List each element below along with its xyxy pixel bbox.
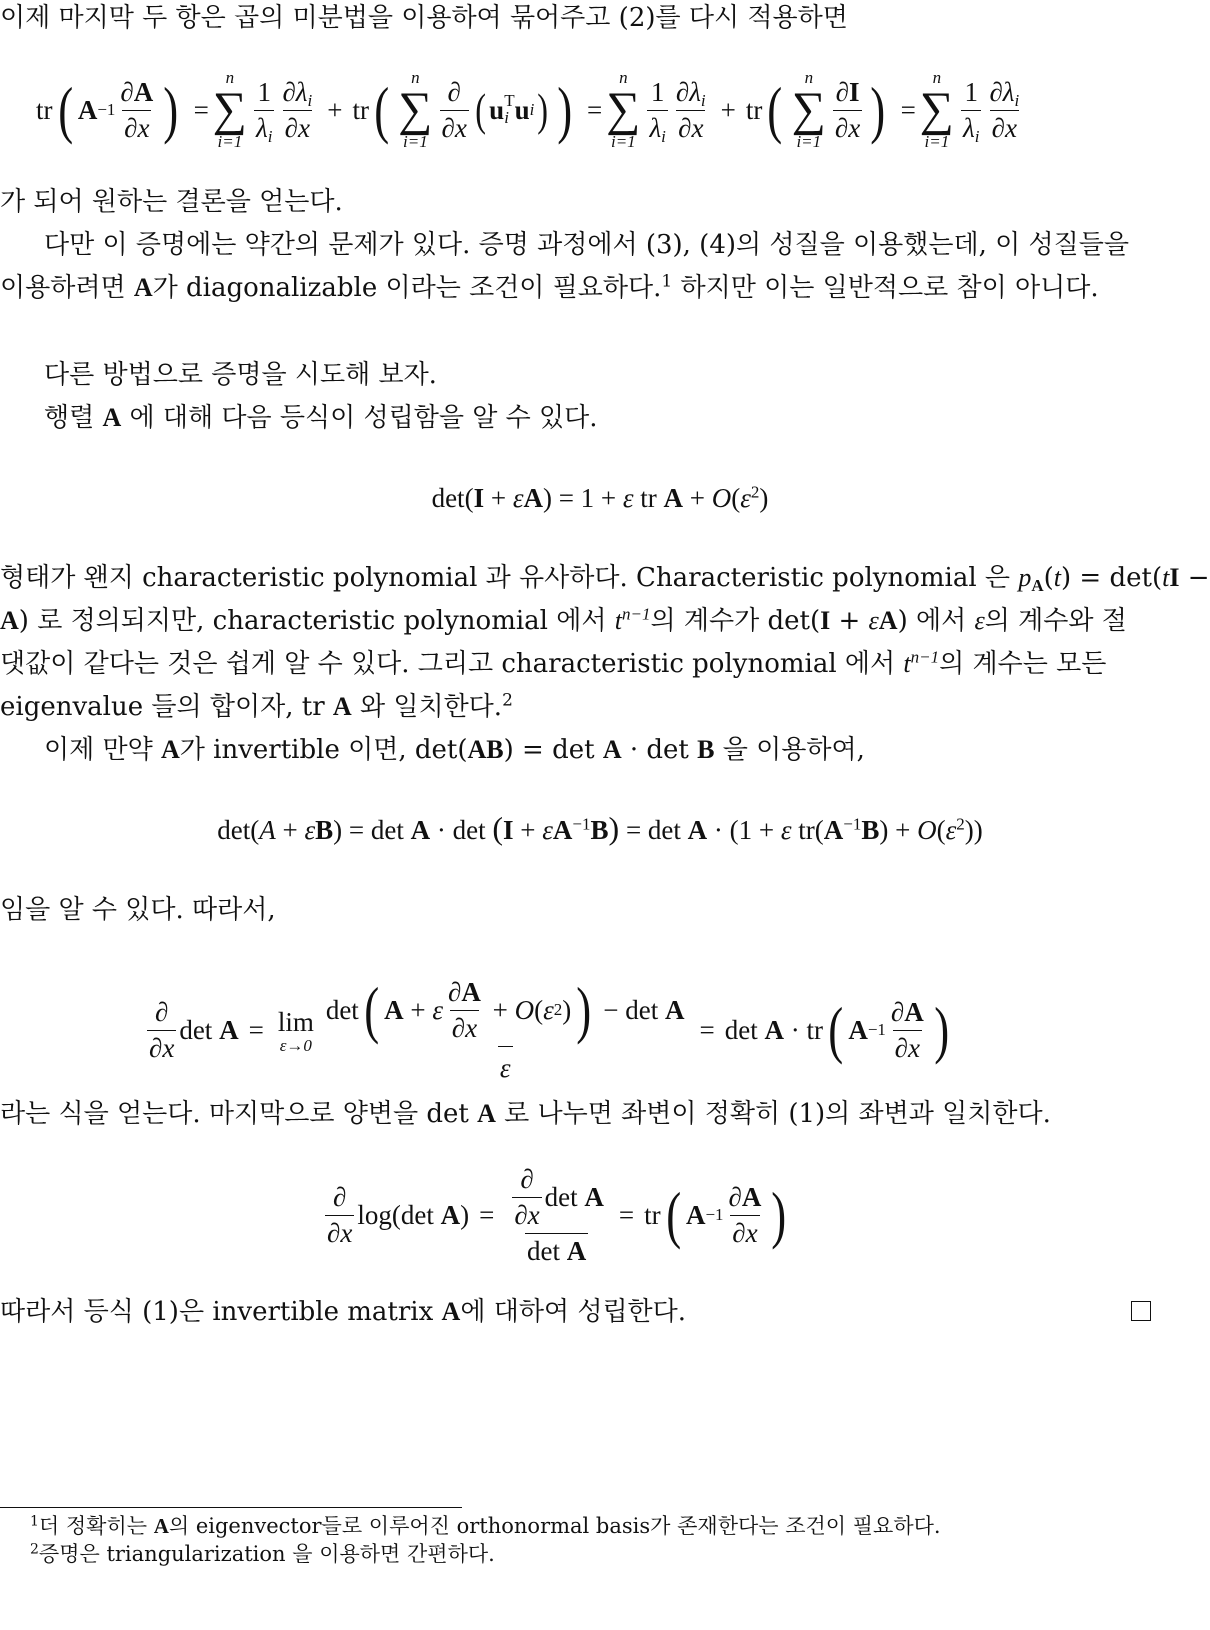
equation-det-expansion: det(I + εA) = 1 + ε tr $A + O(\varepsilon^2)$ bbox=[431, 482, 769, 513]
paragraph-characteristic-4: eigenvalue 들의 합이자, tr A 와 일치한다.$^2$ bbox=[0, 690, 513, 722]
paragraph-diagonalizable: 이용하려면 A가 diagonalizable 이라는 조건이 필요하다.$^1$ 하지만 이는 일반적으로 참이 아니다. bbox=[0, 271, 1099, 303]
paragraph-characteristic-3: 댓값이 같다는 것은 쉽게 알 수 있다. 그리고 characteristic polynomial 에서 $t^{n-1}$의 계수는 모든 bbox=[0, 647, 1107, 679]
equation-det-derivative-limit: $\frac{\partial}{\partial x}$ det A = lim ε→0 det ( A + ε $\frac{\partial A}{\partial x}$ + O ( ε 2 ) ) − det A ε = det A · tr ( A −1 $\frac{\partial A}{\partial x}$ ) bbox=[149, 974, 949, 1083]
qed-box-icon bbox=[1131, 1301, 1151, 1321]
footnote-ref-2: 2 bbox=[502, 690, 513, 711]
paragraph-other-method: 다른 방법으로 증명을 시도해 보자. bbox=[44, 360, 437, 390]
paragraph-intro: 이제 마지막 두 항은 곱의 미분법을 이용하여 묶어주고 (2)를 다시 적용하면 bbox=[0, 3, 848, 33]
footnote-divider bbox=[0, 1507, 462, 1508]
equation-log-det-derivative: $\frac{\partial}{\partial x}$ log ( det A ) = $\frac{\partial}{\partial x}$ det A det A = tr ( A −1 $\frac{\partial A}{\partial x}$ ) bbox=[327, 1163, 787, 1266]
paragraph-conclusion: 가 되어 원하는 결론을 얻는다. bbox=[0, 187, 343, 217]
equation-trace-expansion: tr ( A −1 $\frac{\partial A}{\partial x}$ ) = n ∑ i=1 $\frac{1}{\lambda_i}$ $\frac{\partial\lambda_i}{\partial x}$ + tr ( n ∑ i=1 $\frac{\partial}{\partial x}$ ( u T i u i ) ) = n ∑ i=1 $\frac{1}{\lambda_i}$ $\frac{\partial\lambda_i}{\partial x}$ + tr ( n ∑ i=1 $\frac{\partial I}{\partial x}$ ) = n ∑ i=1 $\frac{1}{\lambda_i}$ $\frac{\partial\lambda_i}{\partial x}$ bbox=[36, 68, 1020, 151]
equation-det-product: $\det(A + \varepsilon B) = \det A \cdot \det (I + \varepsilon A^{-1}B) = \det A \cdot (1 + \varepsilon$ $tr(A^{-1}B) + O(\varepsilon^2)$) bbox=[217, 810, 983, 846]
paragraph-characteristic-2: A) 로 정의되지만, characteristic polynomial 에서 $t^{n-1}$의 계수가 det(I + εA) 에서 ε의 계수와 절 bbox=[0, 604, 1127, 636]
footnote-2: $^2$증명은 triangularization 을 이용하면 간편하다. bbox=[30, 1541, 495, 1566]
footnote-1: $^1$더 정확히는 A의 eigenvector들로 이루어진 orthonormal basis가 존재한다는 조건이 필요하다. bbox=[30, 1513, 941, 1538]
paragraph-final: 따라서 등식 (1)은 invertible matrix A에 대하여 성립한다. bbox=[0, 1297, 687, 1327]
paragraph-identity: 행렬 A 에 대해 다음 등식이 성립함을 알 수 있다. bbox=[44, 403, 598, 433]
paragraph-therefore: 임을 알 수 있다. 따라서, bbox=[0, 895, 276, 925]
footnote-ref-1: 1 bbox=[661, 271, 673, 292]
paragraph-divide: 라는 식을 얻는다. 마지막으로 양변을 det A 로 나누면 좌변이 정확히 (1)의 좌변과 일치한다. bbox=[0, 1099, 1051, 1129]
paragraph-invertible: 이제 만약 A가 invertible 이면, det(AB) = det A · det B 을 이용하여, bbox=[44, 735, 865, 765]
paragraph-problem: 다만 이 증명에는 약간의 문제가 있다. 증명 과정에서 (3), (4)의 성질을 이용했는데, 이 성질들을 bbox=[44, 230, 1129, 260]
paragraph-characteristic-1: 형태가 왠지 characteristic polynomial 과 유사하다. Characteristic polynomial 은 $p_A(t) = \det(tI$ − bbox=[0, 563, 1210, 596]
